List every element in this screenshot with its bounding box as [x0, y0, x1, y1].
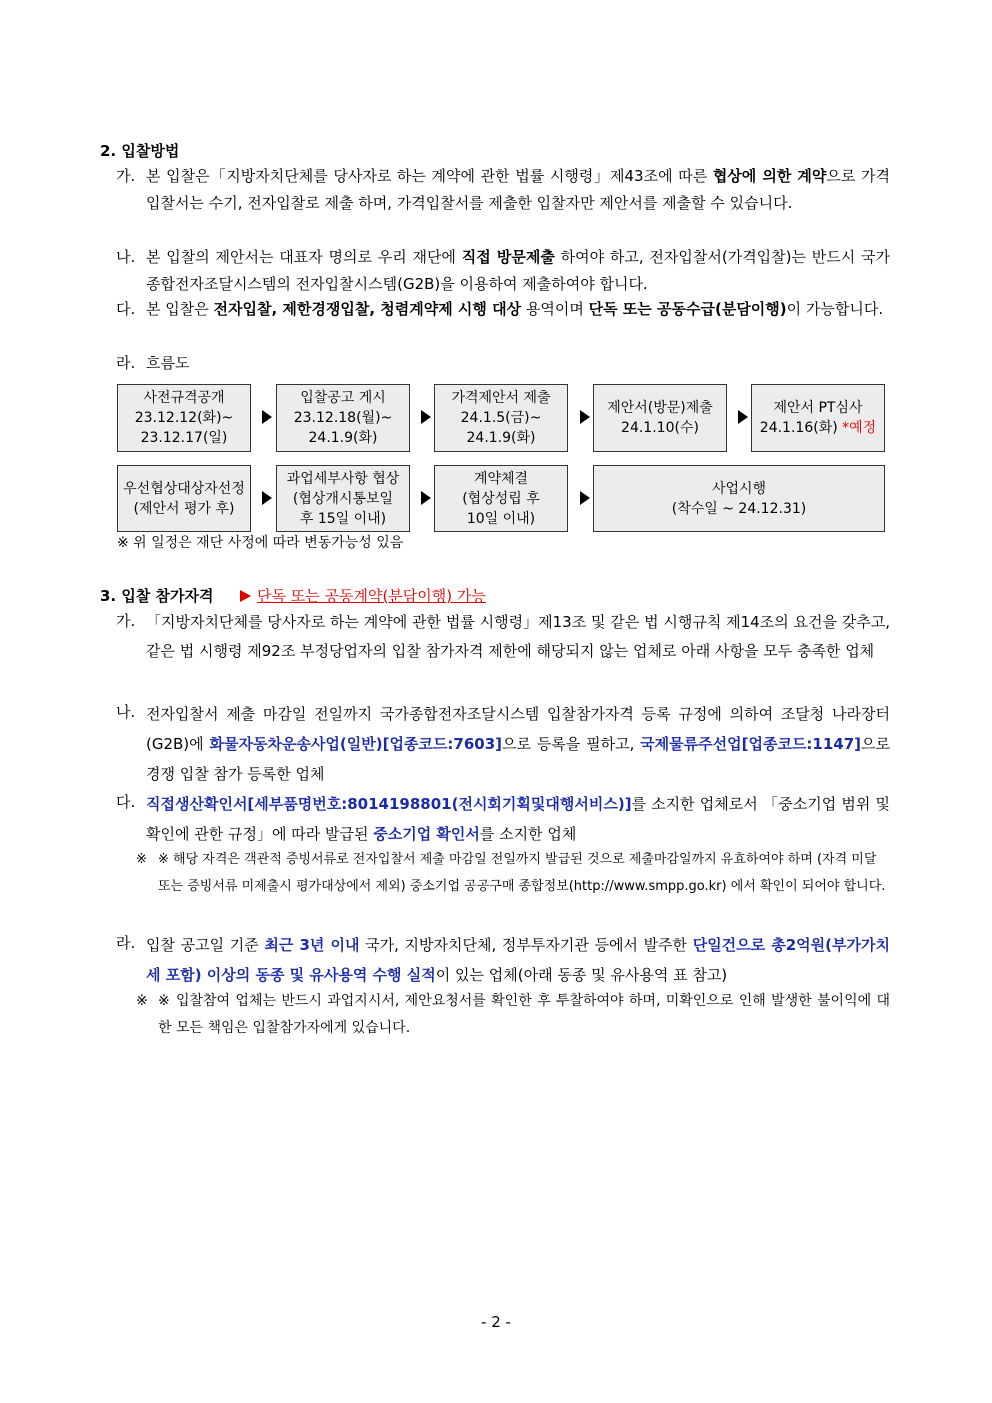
- flow-arrow: [421, 491, 431, 505]
- flow-arrow: [580, 410, 590, 424]
- section3-note: 단독 또는 공동계약(분담이행) 가능: [240, 585, 486, 606]
- s3-ra-text: 입찰 공고일 기준 최근 3년 이내 국가, 지방자치단체, 정부투자기관 등에서 발주한 단일건으로 총2억원(부가가치세 포함) 이상의 동종 및 유사용역 수행 실적이 있는 업체(아래 동종 및 유사용역 표 참고): [146, 936, 890, 984]
- s3-ra-label: 라.: [116, 934, 136, 952]
- s2-ra-text: 흐름도: [146, 354, 190, 372]
- note-mark: ※: [136, 993, 148, 1009]
- s2-da-text: 본 입찰은 전자입찰, 제한경쟁입찰, 청렴계약제 시행 대상 용역이며 단독 또는 공동수급(분담이행)이 가능합니다.: [146, 300, 884, 318]
- flow-box-price: 가격제안서 제출 24.1.5(금)~ 24.1.9(화): [434, 384, 568, 452]
- flow-box-proposal: 제안서(방문)제출 24.1.10(수): [593, 384, 727, 452]
- s3-na-label: 나.: [116, 703, 136, 721]
- s3-da-text: 직접생산확인서[세부품명번호:8014198801(전시회기획및대행서비스)]를 소지한 업체로서 「중소기업 범위 및 확인에 관한 규정」에 따라 발급된 중소기업 확인서를 소지한 업체: [146, 795, 890, 843]
- s3-ga-label: 가.: [116, 612, 136, 630]
- s2-da-label: 다.: [116, 300, 136, 318]
- s3-na-text: 전자입찰서 제출 마감일 전일까지 국가종합전자조달시스템 입찰참가자격 등록 규정에 의하여 조달청 나라장터(G2B)에 화물자동차운송사업(일반)[업종코드:7603]으로 등록을 필하고, 국제물류주선업[업종코드:1147]으로 경쟁 입찰 참가 등록한 업체: [146, 705, 891, 783]
- s3-ra-note: ※ ※ 입찰참여 업체는 반드시 과업지시서, 제안요청서를 확인한 후 투찰하여야 하며, 미확인으로 인해 발생한 불이익에 대한 모든 책임은 입찰참가자에게 있습니다.: [136, 988, 890, 1042]
- s3-da-note: ※ ※ 해당 자격은 객관적 증빙서류로 전자입찰서 제출 마감일 전일까지 발급된 것으로 제출마감일까지 유효하여야 하며 (자격 미달 또는 증빙서류 미제출시 평가대상에서 제외) 중소기업 공공구매 종합정보(http://www.smpp.go.kr) 에서 확인이 되어야 합니다.: [136, 846, 890, 900]
- section3-title: 3. 입찰 참가자격: [100, 587, 214, 605]
- flow-arrow: [262, 410, 272, 424]
- s3-ga-text: 「지방자치단체를 당사자로 하는 계약에 관한 법률 시행령」제13조 및 같은 법 시행규칙 제14조의 요건을 갖추고, 같은 법 시행령 제92조 부정당업자의 입찰 참가자격 제한에 해당되지 않는 업체로 아래 사항을 모두 충족한 업체: [146, 613, 890, 660]
- note-mark: ※: [136, 852, 147, 867]
- s2-ra-label: 라.: [116, 354, 136, 372]
- flow-box-priority: 우선협상대상자선정 (제안서 평가 후): [117, 465, 251, 532]
- flow-note: ※ 위 일정은 재단 사정에 따라 변동가능성 있음: [117, 535, 404, 551]
- s2-ga-text: 본 입찰은「지방자치단체를 당사자로 하는 계약에 관한 법률 시행령」제43조에 따른 협상에 의한 계약으로 가격입찰서는 수기, 전자입찰로 제출 하며, 가격입찰서를 제출한 입찰자만 제안서를 제출할 수 있습니다.: [146, 167, 890, 212]
- flow-arrow: [262, 491, 272, 505]
- flow-arrow: [580, 491, 590, 505]
- flow-box-contract: 계약체결 (협상성립 후 10일 이내): [434, 465, 568, 532]
- flow-arrow: [421, 410, 431, 424]
- s2-ga-label: 가.: [116, 167, 136, 185]
- red-triangle-icon: [240, 590, 251, 602]
- flow-box-project: 사업시행 (착수일 ~ 24.12.31): [593, 465, 885, 532]
- s3-da-label: 다.: [116, 793, 136, 811]
- page-number: - 2 -: [481, 1313, 511, 1331]
- flow-box-prespec: 사전규격공개 23.12.12(화)~ 23.12.17(일): [117, 384, 251, 452]
- section2-title: 2. 입찰방법: [100, 142, 180, 160]
- flow-box-notice: 입찰공고 게시 23.12.18(월)~ 24.1.9(화): [276, 384, 410, 452]
- flow-arrow: [738, 410, 748, 424]
- s2-na-label: 나.: [116, 248, 136, 266]
- s2-na-text: 본 입찰의 제안서는 대표자 명의로 우리 재단에 직접 방문제출 하여야 하고, 전자입찰서(가격입찰)는 반드시 국가종합전자조달시스템의 전자입찰시스템(G2B)을 이용하여 제출하여야 합니다.: [146, 248, 890, 293]
- flow-box-pt: 제안서 PT심사 24.1.16(화) *예정: [751, 384, 885, 452]
- flow-box-negotiation: 과업세부사항 협상 (협상개시통보일 후 15일 이내): [276, 465, 410, 532]
